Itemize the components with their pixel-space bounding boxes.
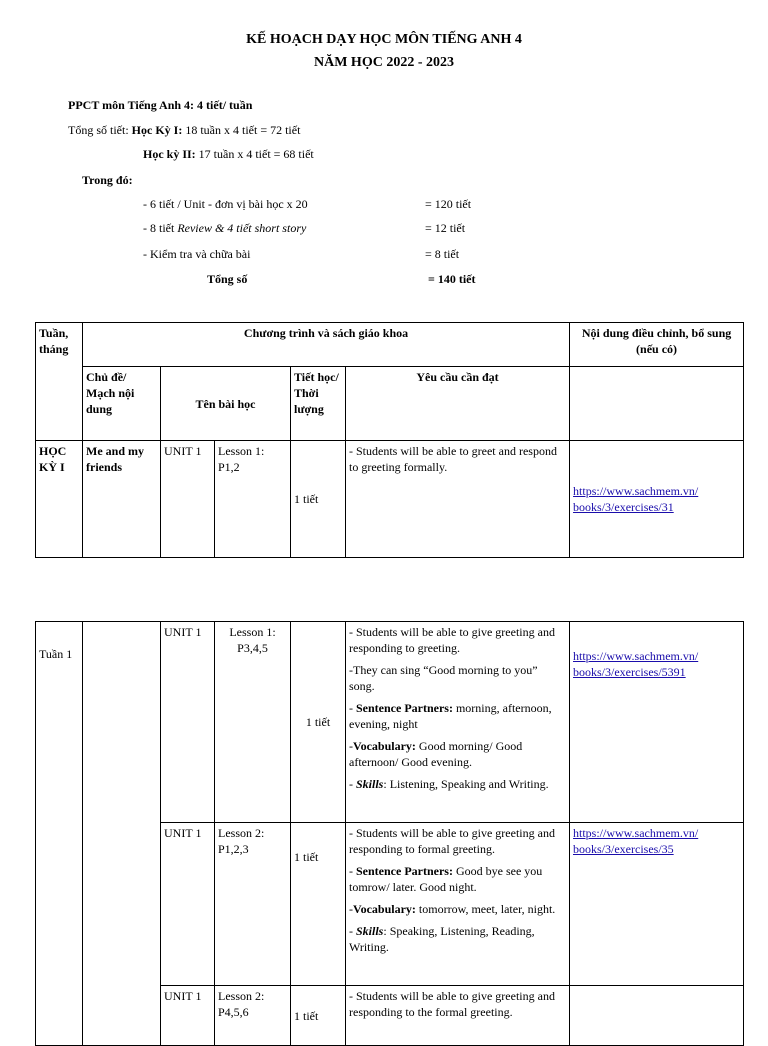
cell-requirement: - Students will be able to greet and respond to greeting formally. — [346, 441, 570, 558]
cell-week-1: Tuần 1 — [36, 622, 83, 1046]
breakdown-unit-left: - 6 tiết / Unit - đơn vị bài học x 20 — [143, 197, 308, 211]
requirement-line: -They can sing “Good morning to you” song. — [349, 663, 538, 693]
hk2-line — [143, 147, 314, 162]
hk2-value: 17 tuần x 4 tiết = 68 tiết — [195, 147, 314, 161]
school-year: NĂM HỌC 2022 - 2023 — [314, 55, 454, 70]
total-hk1-line — [68, 123, 300, 138]
breakdown-unit-right: = 120 tiết — [425, 197, 472, 211]
cell-topic-empty — [83, 622, 161, 1046]
vocabulary-text: tomorrow, meet, later, night. — [415, 902, 556, 916]
total-value: = 140 tiết — [428, 272, 476, 286]
hk2-label: Học kỳ II: — [143, 147, 196, 161]
cell-link — [570, 441, 744, 558]
vocabulary-text: Good morning/ Good afternoon/ Good evening. — [349, 739, 523, 769]
ppct-line: PPCT môn Tiếng Anh 4: 4 tiết/ tuần — [68, 98, 253, 112]
exercise-link[interactable]: https://www.sachmem.vn/ books/3/exercises/35 — [573, 826, 699, 856]
requirement-line: - Students will be able to give greeting and responding to formal greeting. — [349, 826, 555, 856]
cell-week: HỌC KỲ I — [36, 441, 83, 558]
header-period: Tiết học/ Thời lượng — [291, 367, 346, 441]
sentence-partners-text: Good bye see you tomrow/ later. Good night. — [349, 864, 543, 894]
skills-label: Skills — [356, 924, 384, 938]
cell-period: 1 tiết — [291, 823, 346, 986]
header-program: Chương trình và sách giáo khoa — [83, 323, 570, 367]
skills-line: - Skills: Speaking, Listening, Reading, Writing. — [349, 924, 535, 954]
breakdown-test-right: = 8 tiết — [425, 247, 460, 261]
cell-requirement — [346, 622, 570, 823]
requirement-line: - Students will be able to give greeting and responding to greeting. — [349, 625, 555, 655]
exercise-link[interactable]: https://www.sachmem.vn/ books/3/exercises/31 — [573, 484, 699, 514]
breakdown-review-left — [143, 221, 306, 236]
vocabulary-line: -Vocabulary: Good morning/ Good afternoon/ Good evening. — [349, 739, 523, 769]
cell-topic: Me and my friends — [83, 441, 161, 558]
breakdown-review-right: = 12 tiết — [425, 221, 466, 235]
requirement-line: - Students will be able to give greeting and responding to the formal greeting. — [349, 989, 555, 1019]
cell-unit: UNIT 1 — [161, 622, 215, 823]
cell-lesson: Lesson 1: P3,4,5 — [215, 622, 291, 823]
total-prefix: Tổng số tiết: — [68, 123, 132, 137]
vocabulary-line: -Vocabulary: tomorrow, meet, later, night. — [349, 902, 556, 916]
plan-table-week — [35, 621, 744, 1046]
cell-link — [570, 823, 744, 986]
cell-unit: UNIT 1 — [161, 441, 215, 558]
header-topic: Chủ đề/ Mạch nội dung — [83, 367, 161, 441]
header-lesson: Tên bài học — [161, 367, 291, 441]
cell-lesson: Lesson 2: P1,2,3 — [215, 823, 291, 986]
skills-label: Skills — [356, 777, 384, 791]
header-adjust: Nội dung điều chỉnh, bổ sung (nếu có) — [570, 323, 744, 367]
review-prefix: - 8 tiết — [143, 221, 178, 235]
header-requirement: Yêu cầu cần đạt — [346, 367, 570, 441]
total-label: Tổng số — [207, 272, 248, 286]
hk1-label: Học Kỳ I: — [131, 123, 183, 137]
cell-unit: UNIT 1 — [161, 986, 215, 1046]
cell-requirement — [346, 823, 570, 986]
breakdown-test-left: - Kiểm tra và chữa bài — [143, 247, 251, 261]
cell-link — [570, 622, 744, 823]
cell-lesson: Lesson 2: P4,5,6 — [215, 986, 291, 1046]
cell-requirement — [346, 986, 570, 1046]
cell-period: 1 tiết — [291, 441, 346, 558]
cell-period: 1 tiết — [291, 986, 346, 1046]
hk1-value: 18 tuần x 4 tiết = 72 tiết — [182, 123, 301, 137]
cell-link-empty — [570, 986, 744, 1046]
review-italic: Review & 4 tiết short story — [177, 221, 307, 235]
sentence-partners-label: Sentence Partners: — [356, 701, 453, 715]
plan-table-header — [35, 322, 744, 558]
document-title: KẾ HOẠCH DẠY HỌC MÔN TIẾNG ANH 4 — [246, 32, 522, 47]
skills-text: : Speaking, Listening, Reading, Writing. — [349, 924, 535, 954]
skills-line: - Skills: Listening, Speaking and Writing. — [349, 777, 549, 791]
cell-unit: UNIT 1 — [161, 823, 215, 986]
trong-do-label: Trong đó: — [82, 173, 133, 187]
sentence-partners-line: - Sentence Partners: Good bye see you tomrow/ later. Good night. — [349, 864, 543, 894]
sentence-partners-line: - Sentence Partners: morning, afternoon, evening, night — [349, 701, 552, 731]
sentence-partners-text: morning, afternoon, evening, night — [349, 701, 552, 731]
header-week: Tuần, tháng — [36, 323, 83, 441]
exercise-link[interactable]: https://www.sachmem.vn/ books/3/exercises/5391 — [573, 649, 699, 679]
vocabulary-label: Vocabulary: — [353, 902, 416, 916]
header-empty — [570, 367, 744, 441]
skills-text: : Listening, Speaking and Writing. — [383, 777, 549, 791]
vocabulary-label: Vocabulary: — [353, 739, 416, 753]
cell-period: 1 tiết — [291, 622, 346, 823]
cell-lesson: Lesson 1: P1,2 — [215, 441, 291, 558]
sentence-partners-label: Sentence Partners: — [356, 864, 453, 878]
